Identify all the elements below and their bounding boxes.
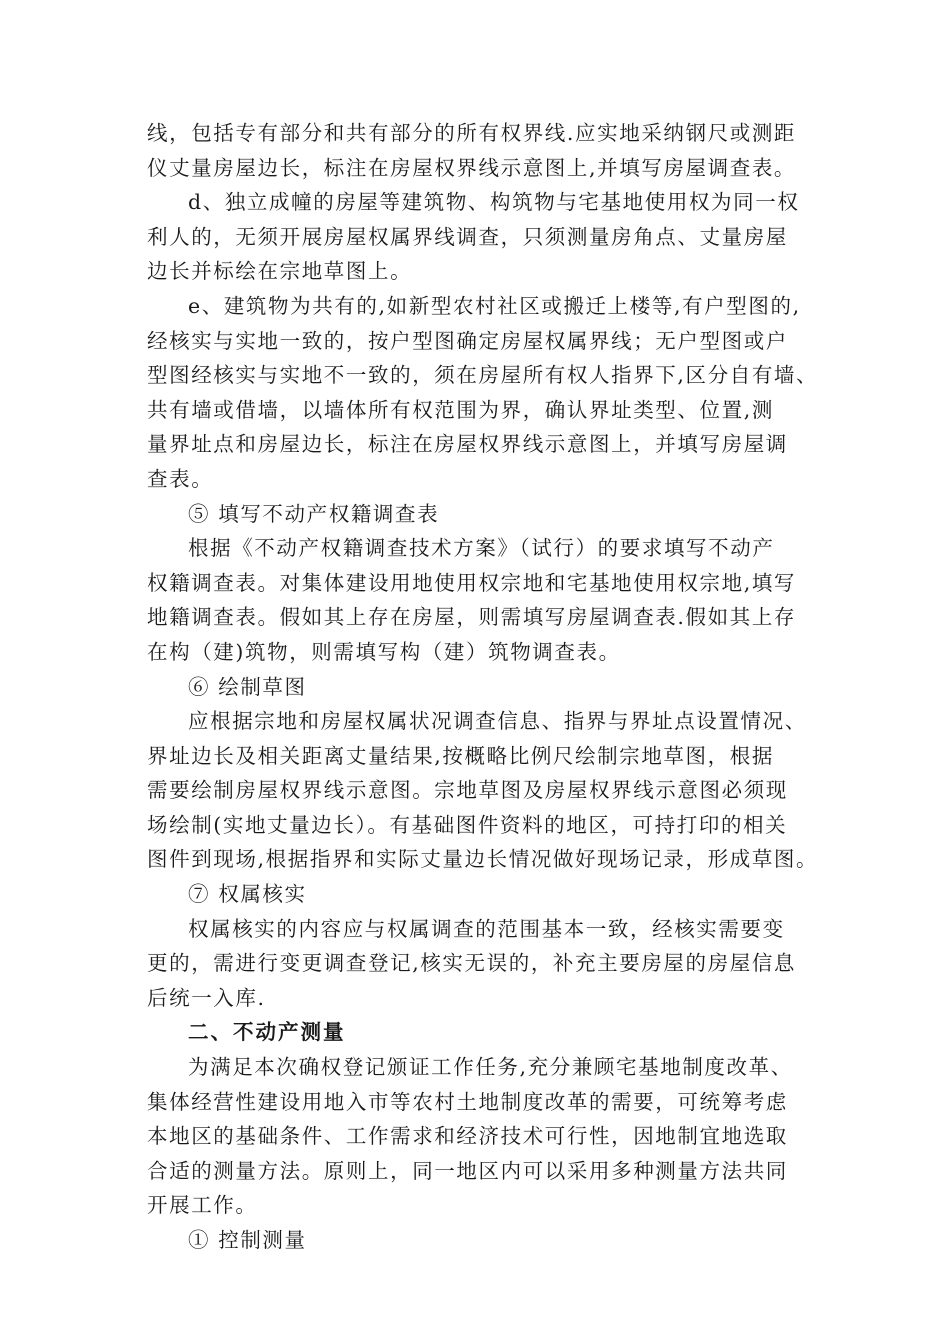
text-line: 经核实与实地一致的，按户型图确定房屋权属界线；无户型图或户 [147,328,788,353]
text-line: 后统一入库. [147,985,266,1010]
text-line: 根据《不动产权籍调查技术方案》（试行）的要求填写不动产 [188,536,775,561]
text-line: ① 控制测量 [188,1228,307,1252]
text-line: 界址边长及相关距离丈量结果,按概略比例尺绘制宗地草图，根据 [147,743,774,768]
text-line: 本地区的基础条件、工作需求和经济技术可行性，因地制宜地选取 [147,1124,788,1149]
text-line: 量界址点和房屋边长，标注在房屋权界线示意图上，并填写房屋调 [147,432,788,457]
section-heading: 二、不动产测量 [188,1020,346,1045]
text-line: 应根据宗地和房屋权属状况调查信息、指界与界址点设置情况、 [188,709,807,734]
text-line: e、建筑物为共有的,如新型农村社区或搬迁上楼等,有户型图的, [188,293,801,318]
text-line: 查表。 [147,466,214,491]
text-line: 边长并标绘在宗地草图上。 [147,259,413,284]
text-line: 共有墙或借墙，以墙体所有权范围为界，确认界址类型、位置,测 [147,397,774,422]
text-line: 图件到现场,根据指界和实际丈量边长情况做好现场记录，形成草图。 [147,847,819,872]
text-line: 需要绘制房屋权界线示意图。宗地草图及房屋权界线示意图必须现 [147,778,788,803]
text-line: 合适的测量方法。原则上，同一地区内可以采用多种测量方法共同 [147,1158,788,1183]
text-line: 地籍调查表。假如其上存在房屋，则需填写房屋调查表.假如其上存 [147,605,797,630]
text-line: 为满足本次确权登记颁证工作任务,充分兼顾宅基地制度改革、 [188,1055,793,1080]
text-line: 线，包括专有部分和共有部分的所有权界线.应实地采纳钢尺或测距 [147,121,797,145]
text-line: ⑤ 填写不动产权籍调查表 [188,501,440,526]
text-line: 开展工作。 [147,1193,258,1218]
text-line: 仪丈量房屋边长，标注在房屋权界线示意图上,并填写房屋调查表。 [147,155,797,180]
text-line: d、独立成幢的房屋等建筑物、构筑物与宅基地使用权为同一权 [188,190,800,215]
text-line: 场绘制(实地丈量边长）。有基础图件资料的地区，可持打印的相关 [147,812,788,837]
text-line: ⑥ 绘制草图 [188,674,307,699]
document-body [147,116,827,1258]
text-line: 利人的，无须开展房屋权属界线调查，只须测量房角点、丈量房屋 [147,224,788,249]
text-line: ⑦ 权属核实 [188,882,307,907]
text-line: 权属核实的内容应与权属调查的范围基本一致，经核实需要变 [188,916,785,941]
text-line: 在构（建)筑物，则需填写构（建）筑物调查表。 [147,639,621,664]
text-line: 集体经营性建设用地入市等农村土地制度改革的需要，可统筹考虑 [147,1089,788,1114]
text-line: 更的，需进行变更调查登记,核实无误的，补充主要房屋的房屋信息 [147,951,797,976]
text-line: 权籍调查表。对集体建设用地使用权宗地和宅基地使用权宗地,填写 [147,570,797,595]
text-line: 型图经核实与实地不一致的，须在房屋所有权人指界下,区分自有墙、 [147,363,819,388]
